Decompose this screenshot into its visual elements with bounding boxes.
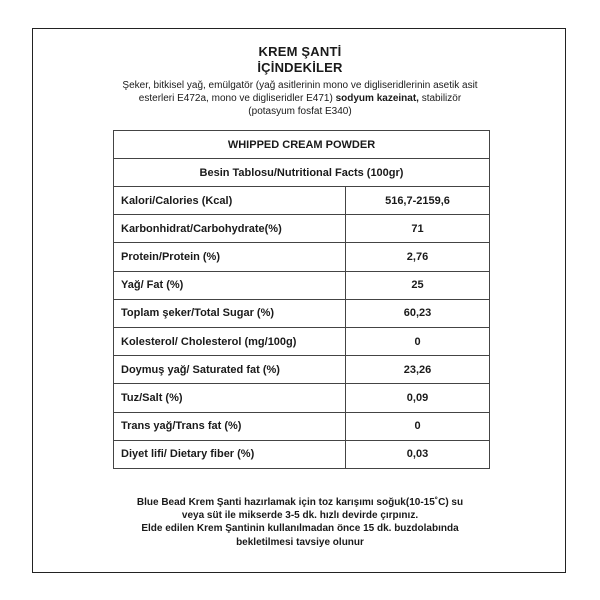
row-value: 0,03 (346, 440, 490, 468)
preparation-note (100, 496, 500, 549)
row-label: Doymuş yağ/ Saturated fat (%) (114, 356, 346, 384)
row-value: 2,76 (346, 243, 490, 271)
row-label: Kalori/Calories (Kcal) (114, 187, 346, 215)
row-value: 0,09 (346, 384, 490, 412)
row-label: Toplam şeker/Total Sugar (%) (114, 299, 346, 327)
row-value: 25 (346, 271, 490, 299)
table-row (114, 187, 490, 215)
table-row (114, 327, 490, 355)
note-line: veya süt ile mikserde 3-5 dk. hızlı devirde çırpınız. (181, 510, 419, 522)
row-label: Protein/Protein (%) (114, 243, 346, 271)
row-value: 71 (346, 215, 490, 243)
ingredients-part1: Şeker, bitkisel yağ, emülgatör (yağ asitlerinin mono ve digliseridlerinin asetik asit esterleri E472a, mono ve digliseridler E471) (122, 80, 478, 105)
note-line: Blue Bead Krem Şanti hazırlamak için toz karışımı soğuk(10-15˚C) su (136, 497, 464, 508)
table-row (114, 215, 490, 243)
table-row (114, 384, 490, 412)
table-subtitle: Besin Tablosu/Nutritional Facts (100gr) (114, 159, 490, 187)
nutrition-table (113, 130, 490, 469)
table-row (114, 299, 490, 327)
ingredients-part2: stabilizör (potasyum fosfat E340) (248, 93, 462, 118)
ingredients-heading: İÇİNDEKİLER (257, 60, 343, 75)
ingredients-text (115, 79, 485, 119)
row-label: Tuz/Salt (%) (114, 384, 346, 412)
ingredients-bold: sodyum kazeinat, (335, 93, 419, 105)
row-value: 516,7-2159,6 (346, 187, 490, 215)
row-label: Karbonhidrat/Carbohydrate(%) (114, 215, 346, 243)
note-line: Elde edilen Krem Şantinin kullanılmadan önce 15 dk. buzdolabında (141, 523, 459, 535)
note-line: bekletilmesi tavsiye olunur (236, 536, 364, 548)
table-row (114, 412, 490, 440)
table-product-name: WHIPPED CREAM POWDER (114, 131, 490, 159)
row-value: 0 (346, 412, 490, 440)
row-value: 0 (346, 327, 490, 355)
product-title: KREM ŞANTİ (258, 44, 342, 59)
table-row (114, 356, 490, 384)
row-label: Trans yağ/Trans fat (%) (114, 412, 346, 440)
table-row (114, 243, 490, 271)
table-row (114, 271, 490, 299)
table-row (114, 440, 490, 468)
row-label: Kolesterol/ Cholesterol (mg/100g) (114, 327, 346, 355)
row-value: 23,26 (346, 356, 490, 384)
row-label: Diyet lifi/ Dietary fiber (%) (114, 440, 346, 468)
row-value: 60,23 (346, 299, 490, 327)
row-label: Yağ/ Fat (%) (114, 271, 346, 299)
